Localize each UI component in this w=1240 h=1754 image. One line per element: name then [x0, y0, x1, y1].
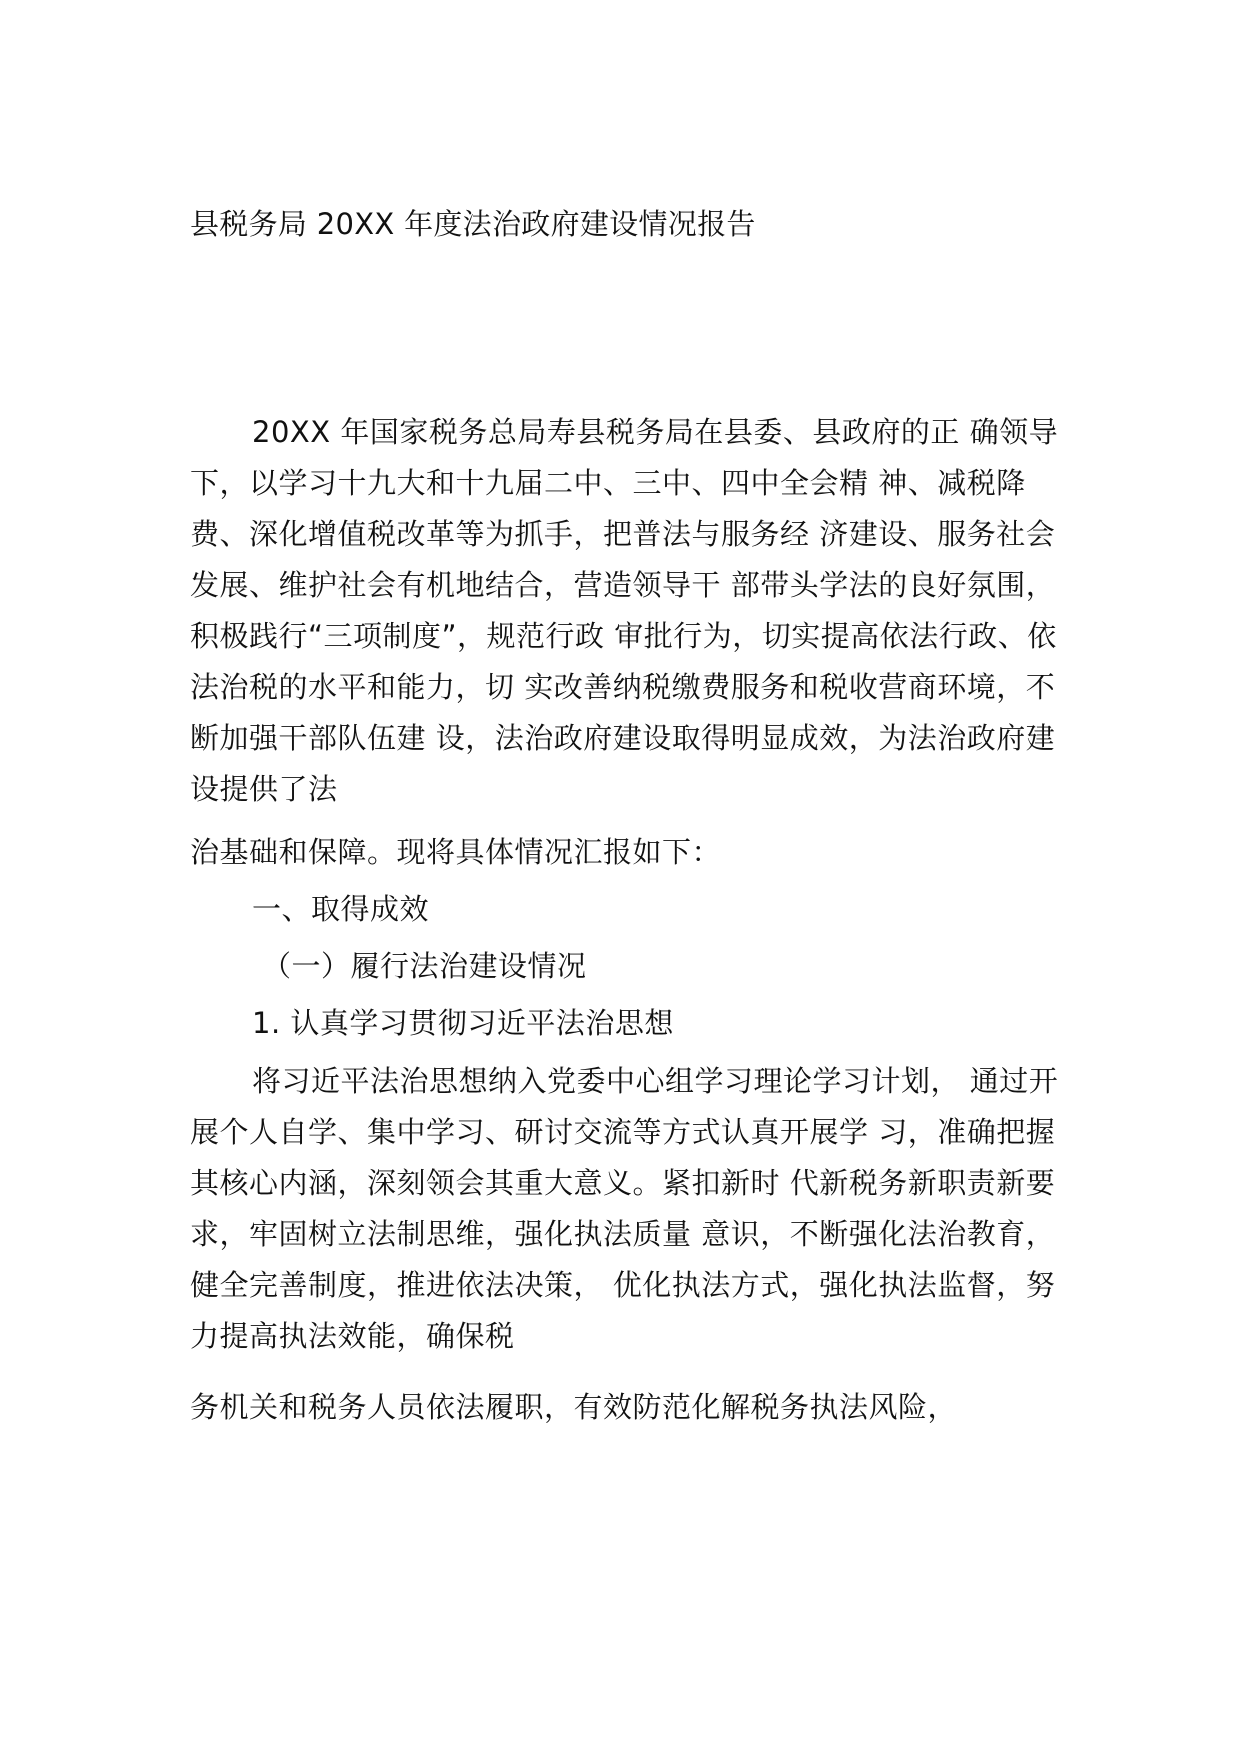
section-heading: 一、取得成效 — [252, 892, 430, 926]
paragraph-line: 其核心内涵，深刻领会其重大意义。紧扣新时 代新税务新职责新要 — [190, 1166, 1056, 1200]
paragraph-line: 积极践行“三项制度”，规范行政 审批行为，切实提高依法行政、依 — [190, 619, 1057, 653]
subsection-heading: （一）履行法治建设情况 — [262, 949, 587, 983]
paragraph-continued: 治基础和保障。现将具体情况汇报如下： — [190, 835, 722, 869]
paragraph-line: 求，牢固树立法制思维，强化执法质量 意识，不断强化法治教育， — [190, 1217, 1056, 1251]
paragraph-line: 断加强干部队伍建 设，法治政府建设取得明显成效，为法治政府建 — [190, 721, 1056, 755]
paragraph-line: 费、深化增值税改革等为抓手，把普法与服务经 济建设、服务社会 — [190, 517, 1056, 551]
paragraph-continued: 务机关和税务人员依法履职，有效防范化解税务执法风险， — [190, 1390, 958, 1424]
paragraph-line: 力提高执法效能，确保税 — [190, 1319, 515, 1353]
paragraph-line: 下，以学习十九大和十九届二中、三中、四中全会精 神、减税降 — [190, 466, 1026, 500]
paragraph-line: 健全完善制度，推进依法决策， 优化执法方式，强化执法监督，努 — [190, 1268, 1056, 1302]
paragraph-line: 展个人自学、集中学习、研讨交流等方式认真开展学 习，准确把握 — [190, 1115, 1056, 1149]
paragraph-line: 发展、维护社会有机地结合，营造领导干 部带头学法的良好氛围， — [190, 568, 1056, 602]
paragraph-line: 法治税的水平和能力，切 实改善纳税缴费服务和税收营商环境，不 — [190, 670, 1056, 704]
item-heading: 1. 认真学习贯彻习近平法治思想 — [252, 1006, 674, 1040]
paragraph-line: 设提供了法 — [190, 772, 338, 806]
document-title: 县税务局 20XX 年度法治政府建设情况报告 — [190, 207, 756, 241]
paragraph-line: 将习近平法治思想纳入党委中心组学习理论学习计划， 通过开 — [252, 1064, 1059, 1098]
paragraph-line: 20XX 年国家税务总局寿县税务局在县委、县政府的正 确领导 — [252, 415, 1059, 449]
